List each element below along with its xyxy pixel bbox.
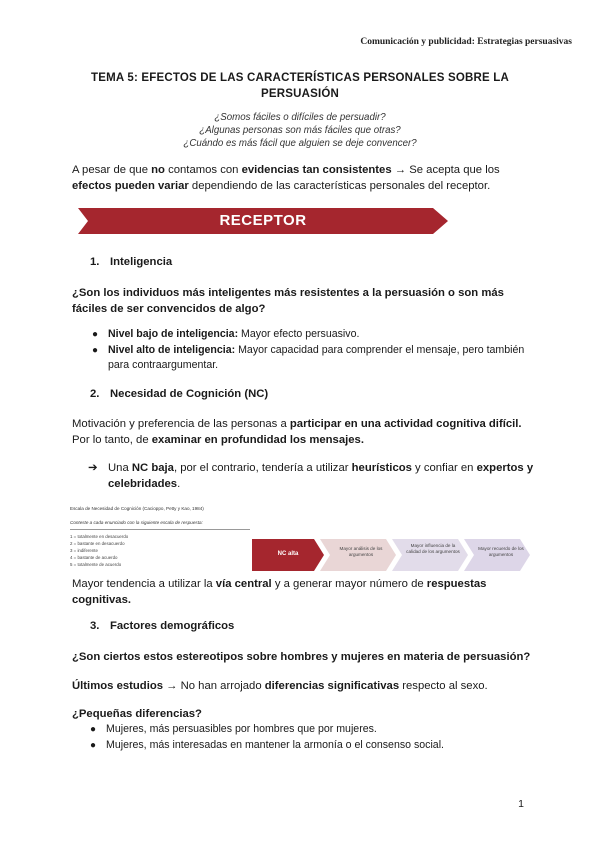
nc-scale-figure (70, 498, 530, 578)
studies-paragraph: Últimos estudios → No han arrojado diferencias significativas respecto al sexo. (72, 680, 488, 692)
nc-definition: Motivación y preferencia de las personas a participar en una actividad cognitiva difícil. Por lo tanto, de examinar en profundidad los mensajes. (72, 418, 522, 446)
chevron-label: Mayor recuerdo de los argumentos (478, 546, 524, 557)
scale-item: 5 = totalmente de acuerdo (70, 562, 122, 567)
list-item: ● Nivel alto de inteligencia: Mayor capacidad para comprender el mensaje, pero también para contraargumentar. (92, 344, 525, 371)
scale-item: 2 = bastante en desacuerdo (70, 541, 125, 546)
question-line: ¿Somos fáciles o difíciles de persuadir? (214, 112, 386, 123)
scale-item: 3 = indiferente (70, 548, 98, 553)
list-item: ● Mujeres, más interesadas en mantener la armonía o el consenso social. (90, 739, 444, 751)
figure-subtitle: Conteste a cada enunciado con la siguiente escala de respuesta: (70, 520, 203, 525)
list-item: ● Nivel bajo de inteligencia: Mayor efecto persuasivo. (92, 328, 360, 340)
nc-high-paragraph: Mayor tendencia a utilizar la vía central y a generar mayor número de respuestas cognitivas. (72, 578, 487, 606)
section-heading-nc: 2. Necesidad de Cognición (NC) (90, 388, 269, 400)
figure-divider (70, 529, 250, 530)
section-heading-inteligencia: 1. Inteligencia (90, 256, 173, 268)
section1-bullet-list (90, 327, 530, 374)
page-number: 1 (518, 798, 524, 810)
chevron-label: Mayor influencia de la calidad de los argumentos (406, 543, 460, 554)
chevron-label: Mayor análisis de los argumentos (339, 546, 383, 557)
banner-label: RECEPTOR (219, 212, 307, 229)
list-item: ● Mujeres, más persuasibles por hombres que por mujeres. (90, 723, 377, 735)
running-header: Comunicación y publicidad: Estrategias persuasivas (360, 37, 572, 47)
arrow-icon: ➔ (88, 462, 98, 474)
section-heading-demograficos: 3. Factores demográficos (90, 620, 235, 632)
intro-questions (70, 111, 530, 150)
section1-question: ¿Son los individuos más inteligentes más resistentes a la persuasión o son más fáciles de ser convencidos de algo? (72, 287, 504, 315)
section3-bullet-list (88, 722, 528, 754)
scale-item: 4 = bastante de acuerdo (70, 555, 118, 560)
question-line: ¿Algunas personas son más fáciles que otras? (199, 125, 401, 136)
small-differences-heading: ¿Pequeñas diferencias? (72, 708, 202, 720)
nc-low-arrow-item: ➔ Una NC baja, por el contrario, tendería a utilizar heurísticos y confiar en expertos y celebridades. (88, 462, 534, 490)
receptor-banner (78, 208, 448, 234)
page-title: TEMA 5: EFECTOS DE LAS CARACTERÍSTICAS PERSONALES SOBRE LA PERSUASIÓN (91, 72, 509, 100)
section3-question: ¿Son ciertos estos estereotipos sobre hombres y mujeres en materia de persuasión? (72, 651, 531, 663)
chevron-label: NC alta (277, 551, 299, 557)
scale-item: 1 = totalmente en desacuerdo (70, 534, 129, 539)
figure-caption: Escala de Necesidad de Cognición (Cacioppo, Petty y Kao, 1984) (70, 506, 204, 511)
intro-paragraph: A pesar de que no contamos con evidencias tan consistentes → Se acepta que los efectos pueden variar dependiendo de las características personales del receptor. (72, 164, 500, 192)
question-line: ¿Cuándo es más fácil que alguien se deje convencer? (183, 138, 417, 149)
